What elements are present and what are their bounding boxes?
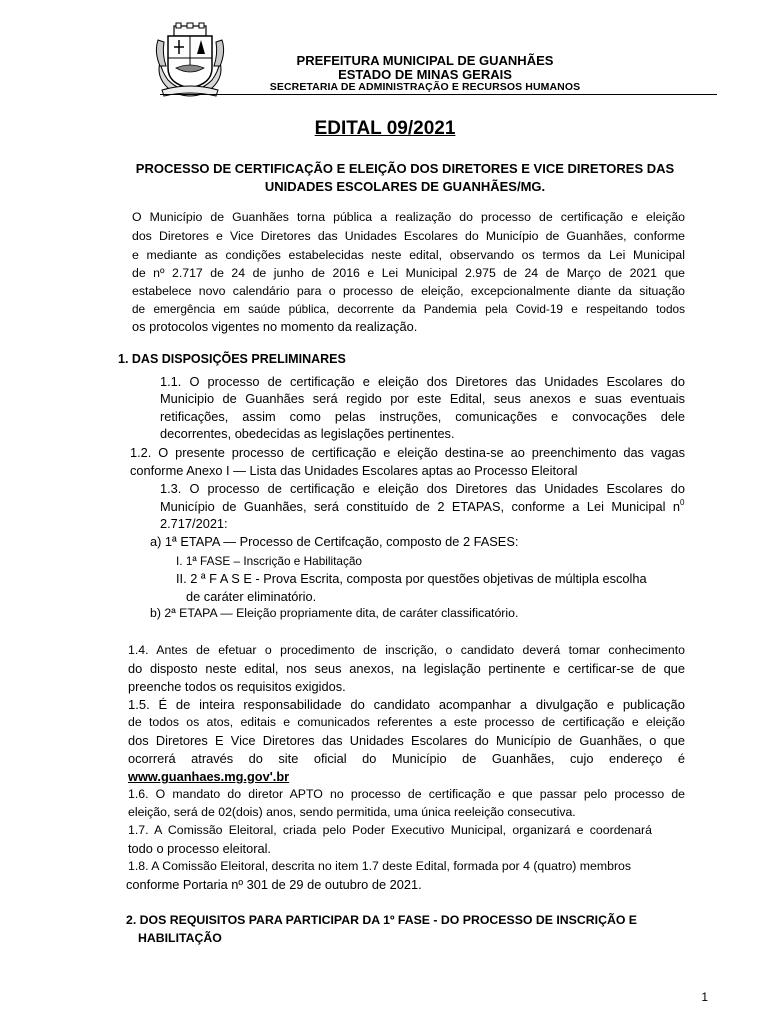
page-number: 1: [701, 990, 708, 1004]
section-1-title: 1. DAS DISPOSIÇÕES PRELIMINARES: [118, 352, 346, 366]
website-link[interactable]: www.guanhaes.mg.gov'.br: [128, 769, 290, 784]
header-estado: ESTADO DE MINAS GERAIS: [338, 67, 512, 82]
intro-line: os protocolos vigentes no momento da realização.: [132, 319, 418, 334]
item-1-3-line: 1.3. O processo de certificação e eleição dos Diretores das Unidades Escolares do: [160, 481, 685, 496]
section-2-title-cont: HABILITAÇÃO: [138, 931, 222, 945]
intro-line: estabelece novo calendário para o processo de eleição, excepcionalmente diante da situação: [132, 284, 685, 298]
intro-line: dos Diretores e Vice Diretores das Unidades Escolares do Município de Guanhães, conforme: [132, 229, 685, 243]
item-1-6-line: 1.6. O mandato do diretor APTO no processo de certificação e que passar pelo processo de: [128, 787, 685, 801]
intro-line: de emergência em saúde pública, decorrente da Pandemia pela Covid-19 e respeitando todos: [132, 302, 685, 316]
item-1-4-line: preenche todos os requisitos exigidos.: [128, 679, 346, 694]
item-1-3-line: 2.717/2021:: [160, 516, 228, 531]
item-1-7-line: 1.7. A Comissão Eleitoral, criada pelo Poder Executivo Municipal, organizará e coordenará: [128, 823, 652, 837]
item-1-4-line: do disposto neste edital, nos seus anexos, na legislação pertinente e certificar-se de que: [128, 661, 685, 676]
fase-2-cont: de caráter eliminatório.: [186, 589, 317, 604]
item-1-5-line: de todos os atos, editais e comunicados referentes a este processo de certificação e eleição: [128, 715, 685, 729]
item-1-7-line: todo o processo eleitoral.: [128, 841, 271, 856]
item-1-8-line: conforme Portaria nº 301 de 29 de outubro de 2021.: [126, 877, 422, 892]
etapa-a: a) 1ª ETAPA — Processo de Certifcação, composto de 2 FASES:: [150, 534, 519, 549]
subtitle-line: UNIDADES ESCOLARES DE GUANHÃES/MG.: [264, 179, 546, 194]
item-1-1-line: Municipio de Guanhães será regido por este Edital, seus anexos e suas eventuais: [160, 391, 685, 406]
superscript-zero: 0: [680, 498, 685, 507]
intro-line: e mediante as condições estabelecidas neste edital, observando os termos da Lei Municipal: [132, 248, 685, 262]
document-subtitle: [100, 160, 710, 196]
item-1-1-line: decorrentes, obedecidas as legislações pertinentes.: [160, 426, 455, 441]
fase-1: I. 1ª FASE – Inscrição e Habilitação: [176, 554, 362, 568]
header-rule: [160, 94, 717, 95]
item-1-8-line: 1.8. A Comissão Eleitoral, descrita no item 1.7 deste Edital, formada por 4 (quatro) membros: [128, 859, 632, 873]
item-1-1-line: retificações, assim como pelas instruções, comunicações e convocações dele: [160, 409, 685, 424]
document-title: EDITAL 09/2021: [314, 118, 456, 139]
item-1-2-line: 1.2. O presente processo de certificação e eleição destina-se ao preenchimento das vagas: [130, 445, 685, 460]
item-1-5-line: 1.5. É de inteira responsabilidade do candidato acompanhar a divulgação e publicação: [128, 697, 685, 712]
item-1-3-line: Município de Guanhães, será constituído de 2 ETAPAS, conforme a Lei Municipal n: [160, 499, 680, 514]
intro-line: de nº 2.717 de 24 de junho de 2016 e Lei Municipal 2.975 de 24 de Março de 2021 que: [132, 266, 685, 280]
header-prefeitura: PREFEITURA MUNICIPAL DE GUANHÃES: [296, 53, 554, 68]
item-1-5-line: dos Diretores E Vice Diretores das Unidades Escolares do Município de Guanhães, o que: [128, 733, 685, 748]
etapa-b: b) 2ª ETAPA — Eleição propriamente dita, de caráter classificatório.: [150, 606, 519, 620]
item-1-5-line: ocorrerá através do site oficial do Município de Guanhães, cujo endereço é: [128, 751, 685, 766]
section-2-title: 2. DOS REQUISITOS PARA PARTICIPAR DA 1º FASE - DO PROCESSO DE INSCRIÇÃO E: [126, 913, 638, 927]
header-secretaria: SECRETARIA DE ADMINISTRAÇÃO E RECURSOS HUMANOS: [269, 81, 581, 93]
item-1-1-line: 1.1. O processo de certificação e eleição dos Diretores das Unidades Escolares do: [160, 374, 685, 389]
fase-2: II. 2 ª F A S E - Prova Escrita, composta por questões objetivas de múltipla escolha: [176, 571, 647, 586]
item-1-2-line: conforme Anexo I — Lista das Unidades Escolares aptas ao Processo Eleitoral: [130, 463, 578, 478]
intro-line: O Município de Guanhães torna pública a realização do processo de certificação e eleição: [132, 210, 685, 224]
item-1-4-line: 1.4. Antes de efetuar o procedimento de inscrição, o candidato deverá tomar conhecimento: [128, 643, 685, 657]
subtitle-line: PROCESSO DE CERTIFICAÇÃO E ELEIÇÃO DOS DIRETORES E VICE DIRETORES DAS: [135, 161, 675, 176]
item-1-6-line: eleição, será de 02(dois) anos, sendo permitida, uma única reeleição consecutiva.: [128, 805, 576, 819]
